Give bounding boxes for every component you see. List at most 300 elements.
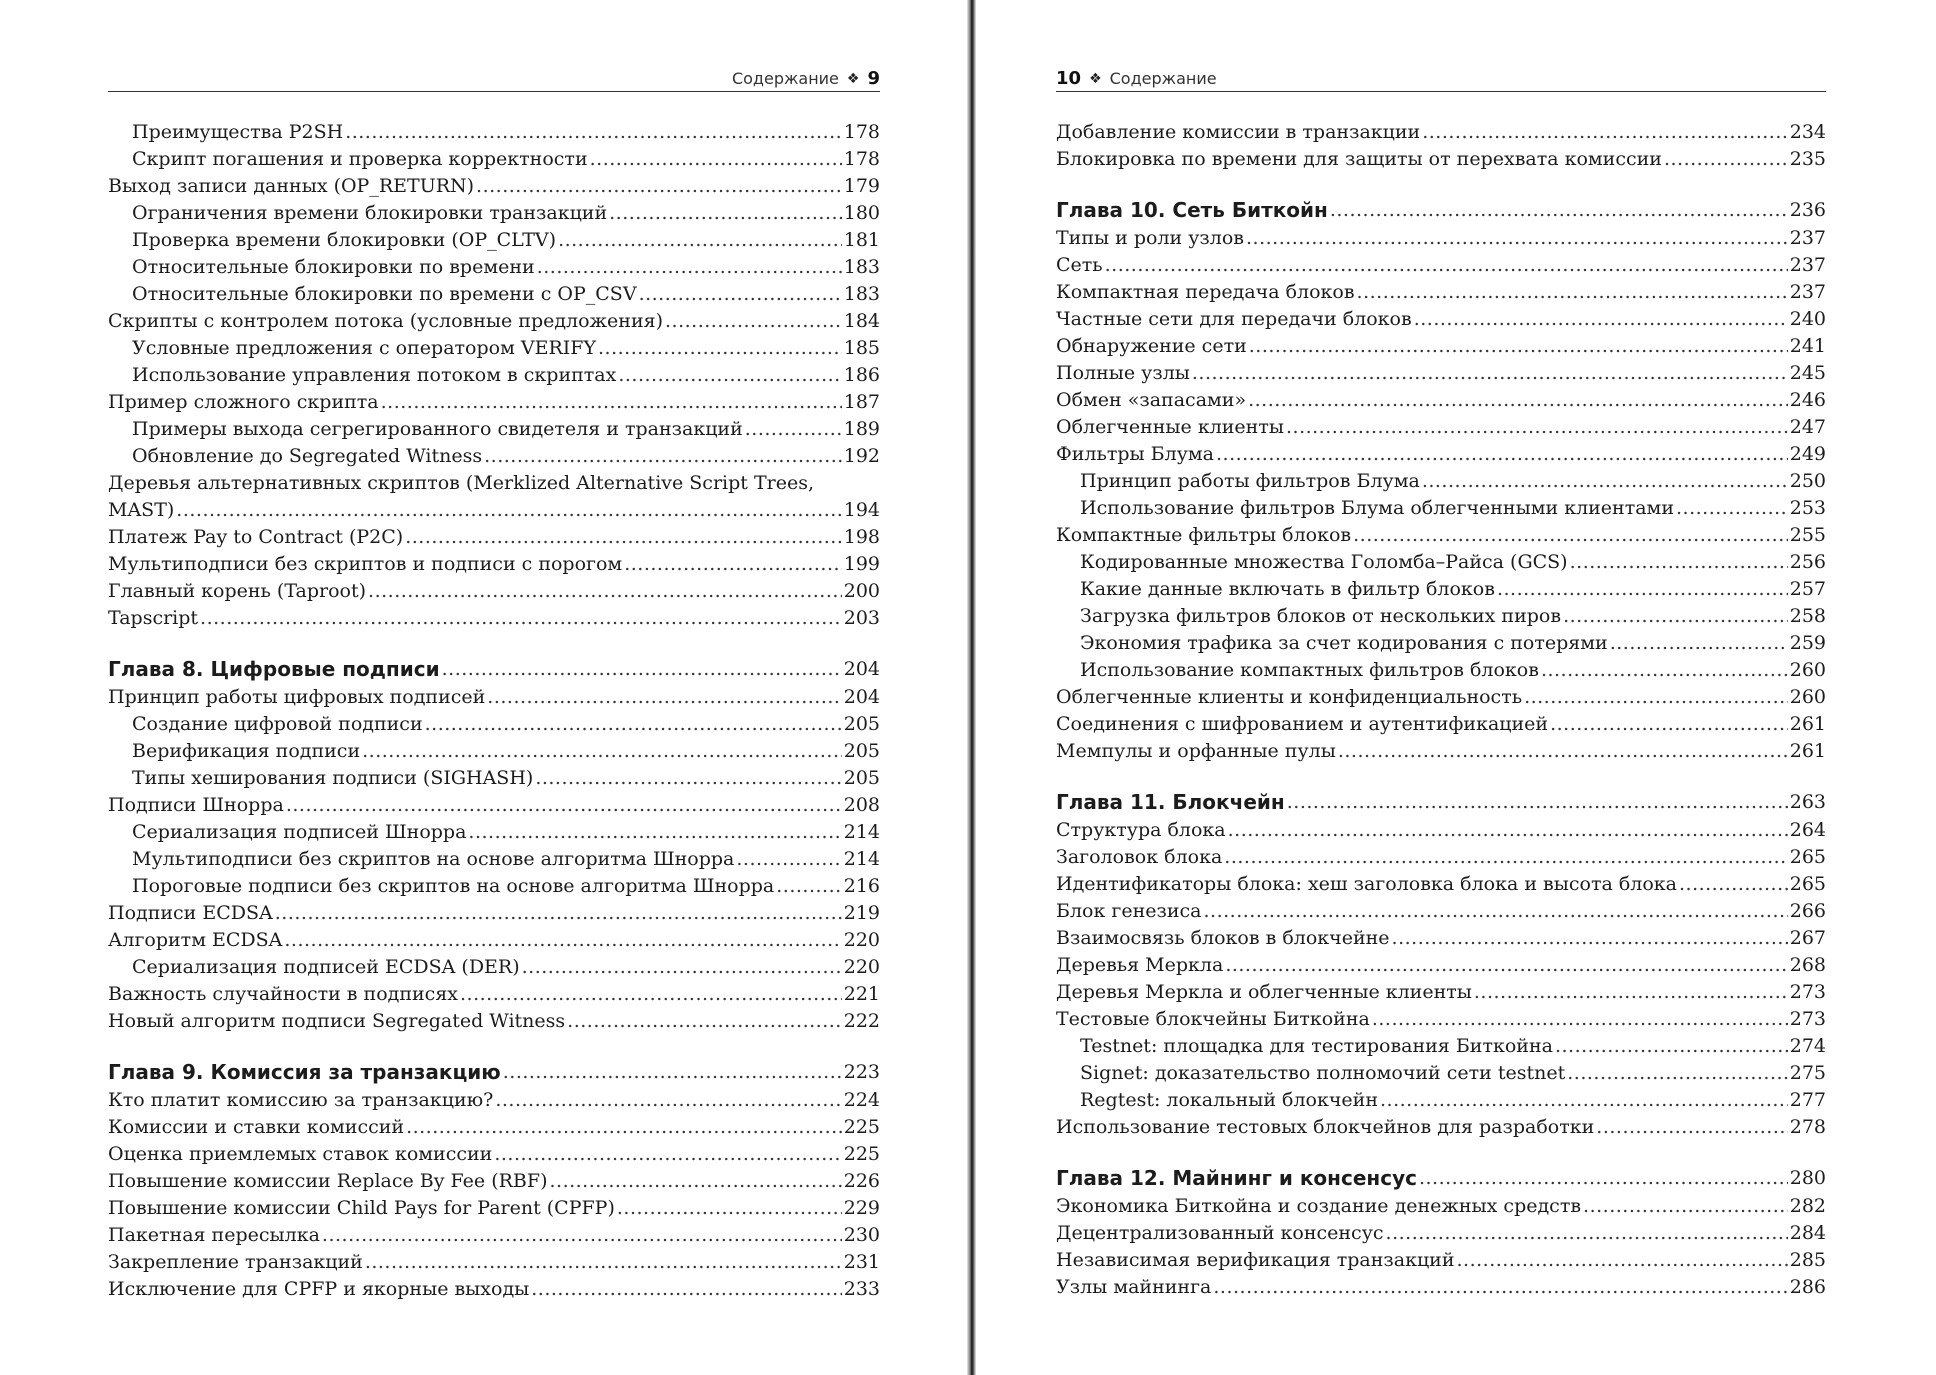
toc-page-number: 179 [843, 175, 880, 197]
toc-entry-title: Комиссии и ставки комиссий [108, 1116, 405, 1138]
toc-entry [108, 711, 880, 738]
toc-entry-title: Облегченные клиенты [1056, 416, 1284, 438]
toc-page-number: 226 [843, 1170, 880, 1192]
toc-page-number: 225 [843, 1116, 880, 1138]
toc-page-number: 222 [843, 1010, 880, 1032]
toc-entry [1056, 387, 1826, 414]
toc-page-number: 273 [1789, 1008, 1826, 1030]
toc-page-number: 264 [1789, 819, 1826, 841]
toc-entry-title: Фильтры Блума [1056, 443, 1215, 465]
dot-leader [1286, 414, 1788, 441]
toc-entry-title: Использование управления потоком в скриптах [132, 364, 617, 386]
dot-leader [1583, 1193, 1788, 1220]
toc-chapter [108, 1058, 880, 1087]
toc-entry [108, 846, 880, 873]
toc-entry [108, 1114, 880, 1141]
toc-entry-title: Принцип работы фильтров Блума [1080, 470, 1420, 492]
toc-page-number: 204 [843, 686, 880, 708]
toc-entry [108, 227, 880, 254]
toc-page-number: 255 [1789, 524, 1826, 546]
dot-leader [1386, 1220, 1788, 1247]
toc-page-number: 181 [843, 229, 880, 251]
toc-entry-title: Децентрализованный консенсус [1056, 1222, 1384, 1244]
toc-entry-title: Кто платит комиссию за транзакцию? [108, 1089, 494, 1111]
dot-leader [537, 254, 842, 281]
toc-entry [1056, 1220, 1826, 1247]
toc-entry [1056, 925, 1826, 952]
toc-chapter [1056, 1164, 1826, 1193]
toc-entry [1056, 1087, 1826, 1114]
toc-page-number: 284 [1789, 1222, 1826, 1244]
dot-leader [1228, 817, 1788, 844]
dot-leader [1380, 1087, 1788, 1114]
dot-leader [1338, 738, 1788, 765]
dot-leader [1474, 979, 1788, 1006]
toc-page-number: 286 [1789, 1276, 1826, 1298]
toc-entry [108, 200, 880, 227]
dot-leader [531, 1276, 841, 1303]
toc-entry [108, 281, 880, 308]
page-number: 9 [867, 68, 880, 89]
dot-leader [1596, 1114, 1787, 1141]
toc-entry [108, 738, 880, 765]
toc-page-number: 277 [1789, 1089, 1826, 1111]
toc-page-number: 247 [1789, 416, 1826, 438]
toc-entry [1056, 252, 1826, 279]
dot-leader [484, 443, 842, 470]
dot-leader [362, 738, 842, 765]
dot-leader [1204, 898, 1788, 925]
ornament-icon: ❖ [846, 70, 860, 87]
dot-leader [1246, 225, 1788, 252]
toc-page-number: 256 [1789, 551, 1826, 573]
toc-page-number: 231 [843, 1251, 880, 1273]
toc-entry [1056, 844, 1826, 871]
dot-leader [1105, 252, 1788, 279]
toc-page-number: 183 [843, 256, 880, 278]
toc-page-number: 260 [1789, 686, 1826, 708]
dot-leader [476, 173, 842, 200]
dot-leader [1213, 1274, 1787, 1301]
toc-entry-title: Скрипт погашения и проверка корректности [132, 148, 588, 170]
toc-entry-title: Глава 9. Комиссия за транзакцию [108, 1060, 501, 1084]
toc-page-number: 221 [843, 983, 880, 1005]
toc-entry [108, 900, 880, 927]
toc-entry-title: Глава 10. Сеть Биткойн [1056, 198, 1328, 222]
toc-entry [1056, 495, 1826, 522]
toc-entry [108, 1276, 880, 1303]
toc-entry-title: Tapscript [108, 607, 199, 629]
toc-entry-title: Повышение комиссии Replace By Fee (RBF) [108, 1170, 548, 1192]
toc-entry-title: Мемпулы и орфанные пулы [1056, 740, 1336, 762]
toc-entry-title: Оценка приемлемых ставок комиссии [108, 1143, 493, 1165]
dot-leader [494, 1141, 841, 1168]
toc-entry [108, 1195, 880, 1222]
dot-leader [406, 1114, 842, 1141]
dot-leader [495, 1087, 841, 1114]
dot-leader [381, 389, 842, 416]
dot-leader [618, 362, 841, 389]
toc-page-number: 219 [843, 902, 880, 924]
toc-entry [108, 1008, 880, 1035]
dot-leader [1353, 522, 1788, 549]
dot-leader [639, 281, 842, 308]
table-of-contents [1056, 119, 1826, 1301]
dot-leader [1287, 788, 1788, 817]
toc-entry-title: Мультиподписи без скриптов на основе алгоритма Шнорра [132, 848, 735, 870]
dot-leader [1524, 684, 1788, 711]
toc-entry [1056, 1060, 1826, 1087]
toc-page-number: 240 [1789, 308, 1826, 330]
toc-entry [1056, 306, 1826, 333]
dot-leader [1372, 1006, 1788, 1033]
toc-page-number: 205 [843, 767, 880, 789]
toc-entry [1056, 1193, 1826, 1220]
toc-entry-title: Создание цифровой подписи [132, 713, 423, 735]
toc-entry [108, 792, 880, 819]
toc-chapter [1056, 788, 1826, 817]
toc-page-number: 241 [1789, 335, 1826, 357]
dot-leader [503, 1058, 842, 1087]
toc-page-number: 187 [843, 391, 880, 413]
toc-entry [108, 1249, 880, 1276]
toc-entry [1056, 279, 1826, 306]
toc-entry-title: Компактные фильтры блоков [1056, 524, 1352, 546]
dot-leader [1392, 925, 1788, 952]
toc-entry [1056, 952, 1826, 979]
toc-page-number: 236 [1789, 199, 1826, 221]
dot-leader [487, 684, 841, 711]
dot-leader [1414, 306, 1788, 333]
toc-page-number: 198 [843, 526, 880, 548]
toc-chapter [1056, 196, 1826, 225]
toc-entry-title: Блокировка по времени для защиты от перехвата комиссии [1056, 148, 1662, 170]
toc-entry [1056, 817, 1826, 844]
toc-entry-title: Обмен «запасами» [1056, 389, 1247, 411]
toc-entry [1056, 871, 1826, 898]
toc-page-number: 278 [1789, 1116, 1826, 1138]
toc-entry [1056, 360, 1826, 387]
toc-entry-title: Исключение для CPFP и якорные выходы [108, 1278, 530, 1300]
toc-entry-title: Пороговые подписи без скриптов на основе алгоритма Шнорра [132, 875, 775, 897]
dot-leader [1357, 279, 1788, 306]
toc-entry [1056, 468, 1826, 495]
toc-page-number: 189 [843, 418, 880, 440]
toc-entry [1056, 979, 1826, 1006]
toc-entry [108, 578, 880, 605]
toc-page-number: 249 [1789, 443, 1826, 465]
dot-leader [1457, 1247, 1788, 1274]
dot-leader [425, 711, 842, 738]
toc-entry-title: Идентификаторы блока: хеш заголовка блока и высота блока [1056, 873, 1677, 895]
dot-leader [200, 605, 842, 632]
table-of-contents [108, 119, 880, 1303]
toc-entry-title: Типы хеширования подписи (SIGHASH) [132, 767, 534, 789]
toc-entry-title: Обновление до Segregated Witness [132, 445, 483, 467]
toc-entry-title: Узлы майнинга [1056, 1276, 1212, 1298]
toc-page-number: 186 [843, 364, 880, 386]
dot-leader [1216, 441, 1788, 468]
toc-entry [108, 119, 880, 146]
toc-entry-title: Добавление комиссии в транзакции [1056, 121, 1421, 143]
dot-leader [345, 119, 842, 146]
dot-leader [442, 655, 842, 684]
dot-leader [1679, 871, 1788, 898]
toc-page-number: 229 [843, 1197, 880, 1219]
toc-entry [1056, 630, 1826, 657]
toc-page-number: 261 [1789, 740, 1826, 762]
toc-entry [1056, 711, 1826, 738]
toc-entry-title: Верификация подписи [132, 740, 361, 762]
toc-entry-title: Соединения с шифрованием и аутентификацией [1056, 713, 1549, 735]
dot-leader [598, 335, 842, 362]
toc-entry [108, 927, 880, 954]
toc-entry-title: Блок генезиса [1056, 900, 1202, 922]
toc-page-number: 205 [843, 713, 880, 735]
toc-entry [1056, 1006, 1826, 1033]
toc-page-number: 253 [1789, 497, 1826, 519]
toc-entry [108, 954, 880, 981]
toc-page-number: 257 [1789, 578, 1826, 600]
dot-leader [176, 497, 841, 524]
toc-entry [108, 443, 880, 470]
toc-entry [108, 1222, 880, 1249]
toc-entry-title: Выход записи данных (OP_RETURN) [108, 175, 475, 197]
toc-entry [1056, 414, 1826, 441]
toc-page-number: 245 [1789, 362, 1826, 384]
toc-page-number: 282 [1789, 1195, 1826, 1217]
book-spine [967, 0, 976, 1375]
toc-entry [1056, 441, 1826, 468]
toc-entry-title: Экономия трафика за счет кодирования с потерями [1080, 632, 1608, 654]
toc-entry-title: Сеть [1056, 254, 1103, 276]
toc-page-number: 237 [1789, 254, 1826, 276]
toc-entry-title: Глава 12. Майнинг и консенсус [1056, 1166, 1417, 1190]
toc-page-number: 214 [843, 821, 880, 843]
toc-entry-title: Алгоритм ECDSA [108, 929, 283, 951]
toc-page-number: 194 [843, 499, 880, 521]
toc-entry-title: Testnet: площадка для тестирования Биткойна [1080, 1035, 1553, 1057]
toc-entry-title: Использование тестовых блокчейнов для разработки [1056, 1116, 1595, 1138]
toc-entry [108, 605, 880, 632]
toc-page-number: 223 [843, 1061, 880, 1083]
toc-page-number: 246 [1789, 389, 1826, 411]
header-label: Содержание [731, 69, 839, 88]
toc-entry-title: Использование фильтров Блума облегченными клиентами [1080, 497, 1675, 519]
toc-entry-title: Какие данные включать в фильтр блоков [1080, 578, 1495, 600]
toc-page-number: 192 [843, 445, 880, 467]
toc-entry-title: Скрипты с контролем потока (условные предложения) [108, 310, 664, 332]
toc-page-number: 260 [1789, 659, 1826, 681]
toc-entry-title: Принцип работы цифровых подписей [108, 686, 486, 708]
dot-leader [284, 927, 841, 954]
header-label: Содержание [1109, 69, 1217, 88]
dot-leader [549, 1168, 841, 1195]
dot-leader [1555, 1033, 1788, 1060]
toc-page-number: 220 [843, 956, 880, 978]
toc-page-number: 233 [843, 1278, 880, 1300]
toc-page-number: 205 [843, 740, 880, 762]
toc-entry-title: Проверка времени блокировки (OP_CLTV) [132, 229, 557, 251]
toc-entry-title: Примеры выхода сегрегированного свидетеля и транзакций [132, 418, 743, 440]
toc-entry-title: Экономика Биткойна и создание денежных средств [1056, 1195, 1582, 1217]
dot-leader [522, 954, 842, 981]
toc-entry [1056, 119, 1826, 146]
toc-page-number: 204 [843, 658, 880, 680]
toc-entry-title: Компактная передача блоков [1056, 281, 1355, 303]
toc-page-number: 268 [1789, 954, 1826, 976]
toc-entry [108, 551, 880, 578]
toc-entry-title: Частные сети для передачи блоков [1056, 308, 1412, 330]
toc-entry-title: Преимущества P2SH [132, 121, 344, 143]
toc-entry [108, 819, 880, 846]
toc-entry [1056, 549, 1826, 576]
toc-page-number: 265 [1789, 846, 1826, 868]
dot-leader [1563, 603, 1788, 630]
toc-entry-title: Закрепление транзакций [108, 1251, 363, 1273]
toc-entry-title: Структура блока [1056, 819, 1226, 841]
toc-entry [1056, 657, 1826, 684]
toc-entry [108, 416, 880, 443]
toc-entry-title: Подписи Шнорра [108, 794, 284, 816]
toc-chapter [108, 655, 880, 684]
toc-page-number: 285 [1789, 1249, 1826, 1271]
toc-entry-title: Пример сложного скрипта [108, 391, 379, 413]
toc-entry-title: Независимая верификация транзакций [1056, 1249, 1455, 1271]
toc-entry [108, 765, 880, 792]
dot-leader [1664, 146, 1788, 173]
dot-leader [624, 551, 842, 578]
toc-page-number: 266 [1789, 900, 1826, 922]
dot-leader [776, 873, 841, 900]
toc-entry-title: Относительные блокировки по времени с OP_CSV [132, 283, 637, 305]
toc-page-number: 200 [843, 580, 880, 602]
toc-entry [108, 497, 880, 524]
toc-entry-title: Облегченные клиенты и конфиденциальность [1056, 686, 1523, 708]
toc-entry [108, 981, 880, 1008]
toc-page-number: 237 [1789, 227, 1826, 249]
toc-page-number: 275 [1789, 1062, 1826, 1084]
dot-leader [1422, 119, 1788, 146]
toc-page-number: 237 [1789, 281, 1826, 303]
toc-page-number: 230 [843, 1224, 880, 1246]
toc-page-number: 273 [1789, 981, 1826, 1003]
toc-entry [1056, 603, 1826, 630]
toc-entry-title: Мультиподписи без скриптов и подписи с порогом [108, 553, 623, 575]
toc-entry [1056, 225, 1826, 252]
toc-entry [108, 362, 880, 389]
dot-leader [617, 1195, 842, 1222]
dot-leader [590, 146, 842, 173]
dot-leader [1676, 495, 1788, 522]
dot-leader [1248, 387, 1788, 414]
toc-page-number: 224 [843, 1089, 880, 1111]
toc-page-number: 250 [1789, 470, 1826, 492]
toc-page-number: 216 [843, 875, 880, 897]
toc-entry-title: Ограничения времени блокировки транзакций [132, 202, 608, 224]
toc-page-number: 180 [843, 202, 880, 224]
toc-entry-title: Сериализация подписей Шнорра [132, 821, 467, 843]
toc-entry [1056, 1247, 1826, 1274]
toc-page-number: 185 [843, 337, 880, 359]
toc-entry [108, 173, 880, 200]
toc-entry-title: Деревья Меркла [1056, 954, 1224, 976]
toc-entry-title: Платеж Pay to Contract (P2C) [108, 526, 404, 548]
dot-leader [275, 900, 842, 927]
toc-page-number: 184 [843, 310, 880, 332]
toc-entry-title: Относительные блокировки по времени [132, 256, 535, 278]
toc-entry-title: Использование компактных фильтров блоков [1080, 659, 1539, 681]
toc-entry [108, 335, 880, 362]
dot-leader [1541, 657, 1788, 684]
dot-leader [1330, 196, 1788, 225]
toc-entry [1056, 522, 1826, 549]
dot-leader [1225, 952, 1787, 979]
toc-entry [108, 684, 880, 711]
toc-entry-title: Signet: доказательство полномочий сети testnet [1080, 1062, 1566, 1084]
toc-entry [108, 524, 880, 551]
toc-page-number: 258 [1789, 605, 1826, 627]
toc-page-number: 235 [1789, 148, 1826, 170]
page-header [1056, 66, 1826, 92]
toc-entry-title: Заголовок блока [1056, 846, 1223, 868]
toc-entry-title: Главный корень (Taproot) [108, 580, 367, 602]
dot-leader [535, 765, 841, 792]
toc-entry [1056, 1274, 1826, 1301]
dot-leader [1422, 468, 1788, 495]
toc-entry [108, 873, 880, 900]
toc-entry [108, 389, 880, 416]
toc-entry [108, 1087, 880, 1114]
toc-entry-title: Подписи ECDSA [108, 902, 273, 924]
dot-leader [609, 200, 842, 227]
toc-page-number: 280 [1789, 1167, 1826, 1189]
toc-entry [1056, 738, 1826, 765]
toc-entry-title: Пакетная пересылка [108, 1224, 320, 1246]
toc-page-number: 234 [1789, 121, 1826, 143]
dot-leader [1497, 576, 1788, 603]
page-number: 10 [1056, 68, 1082, 89]
dot-leader [1550, 711, 1788, 738]
toc-entry-title: Полные узлы [1056, 362, 1190, 384]
toc-entry-title: Глава 11. Блокчейн [1056, 790, 1285, 814]
toc-entry [1056, 146, 1826, 173]
toc-entry-title: Тестовые блокчейны Биткойна [1056, 1008, 1370, 1030]
dot-leader [405, 524, 842, 551]
toc-page-number: 208 [843, 794, 880, 816]
dot-leader [365, 1249, 842, 1276]
toc-page-number: 267 [1789, 927, 1826, 949]
toc-page-number: 274 [1789, 1035, 1826, 1057]
toc-entry-title: Типы и роли узлов [1056, 227, 1244, 249]
toc-page-number: 265 [1789, 873, 1826, 895]
toc-entry [1056, 576, 1826, 603]
toc-entry [1056, 684, 1826, 711]
dot-leader [1192, 360, 1788, 387]
dot-leader [322, 1222, 842, 1249]
toc-entry [108, 1141, 880, 1168]
toc-page-number: 183 [843, 283, 880, 305]
toc-entry-title: Условные предложения с оператором VERIFY [132, 337, 597, 359]
toc-entry [108, 254, 880, 281]
toc-entry [108, 470, 880, 497]
dot-leader [736, 846, 841, 873]
toc-entry-title: Взаимосвязь блоков в блокчейне [1056, 927, 1390, 949]
toc-entry [1056, 333, 1826, 360]
dot-leader [1570, 549, 1788, 576]
toc-page-number: 178 [843, 148, 880, 170]
toc-entry-title: Деревья альтернативных скриптов (Merklized Alternative Script Trees, [108, 472, 814, 494]
